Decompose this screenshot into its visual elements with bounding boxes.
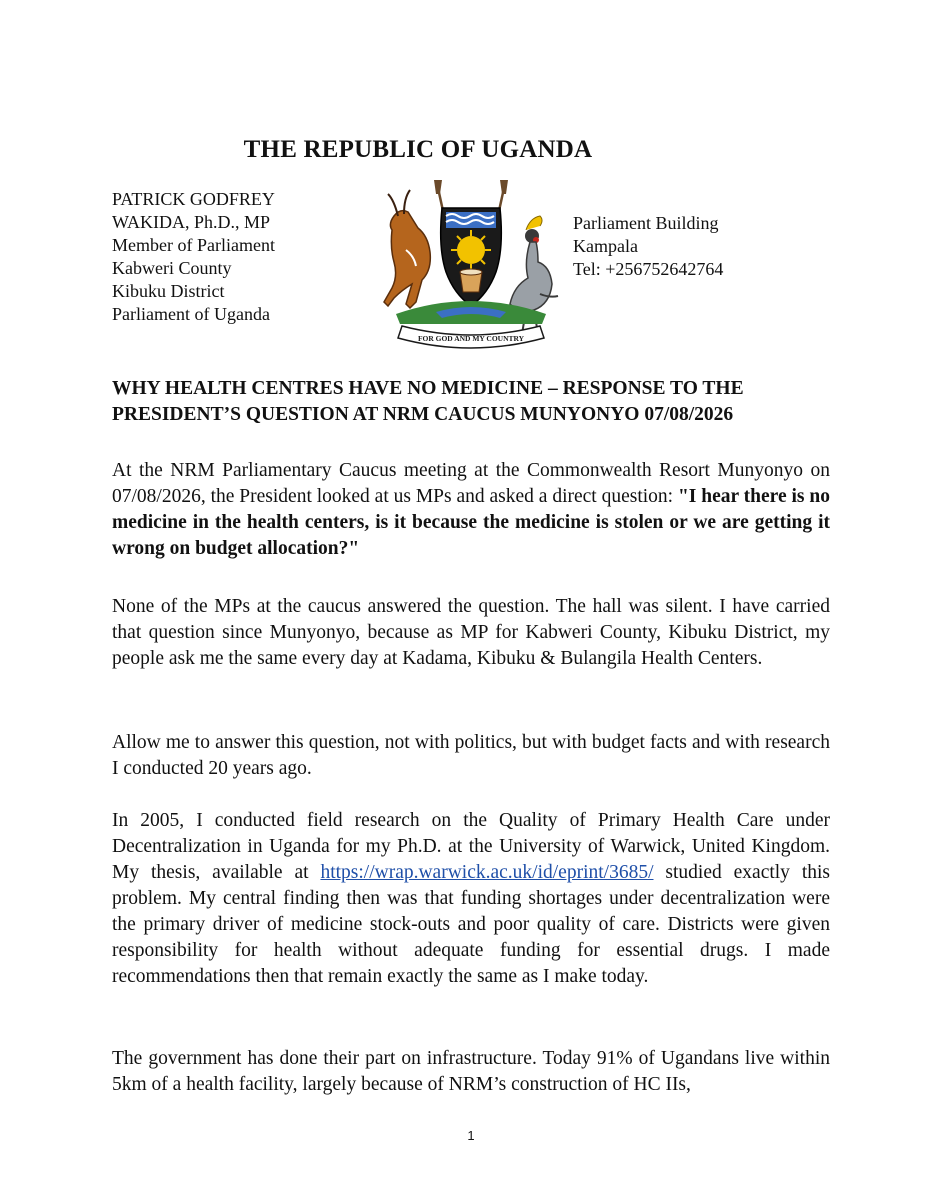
coat-of-arms-icon — [376, 178, 566, 360]
mp-district: Kibuku District — [112, 281, 225, 301]
address-telephone: Tel: +256752642764 — [573, 259, 724, 279]
paragraph-infrastructure: The government has done their part on infrastructure. Today 91% of Ugandans live within 5km of a health facility, largely because of NRM’s construction of HC IIs, — [112, 1048, 830, 1095]
paragraph-4-text-before: In 2005, I conducted field research on the Quality of Primary Health Care under Decentralization in Uganda for my Ph.D. at the University of Warwick, United Kingdom. My thesis, available at — [112, 810, 830, 883]
heading-line-2: PRESIDENT’S QUESTION AT NRM CAUCUS MUNYONYO 07/08/2026 — [112, 404, 734, 425]
page-number: 1 — [467, 1128, 475, 1143]
mp-name-line-2: WAKIDA, Ph.D., MP — [112, 212, 271, 232]
address-building: Parliament Building — [573, 213, 719, 233]
mp-role: Member of Parliament — [112, 235, 275, 255]
document-title: THE REPUBLIC OF UGANDA — [243, 136, 593, 163]
letter-heading — [112, 376, 832, 428]
paragraph-silence: None of the MPs at the caucus answered the question. The hall was silent. I have carried that question since Munyonyo, because as MP for Kabweri County, Kibuku District, my people ask me the same every day at Kadama, Kibuku & Bulangila Health Centers. — [112, 596, 830, 669]
president-quote: "I hear there is no medicine in the health centers, is it because the medicine is stolen or we are getting it wrong on budget allocation?" — [112, 486, 830, 559]
paragraph-4-text-after: studied exactly this problem. My central finding then was that funding shortages under decentralization were the primary driver of medicine stock-outs and poor quality of care. Districts were given responsibility for health without adequate funding for essential drugs. I made recommendations then that remain exactly the same as I make today. — [112, 862, 831, 987]
coat-of-arms-motto: FOR GOD AND MY COUNTRY — [417, 334, 525, 343]
mp-name-line-1: PATRICK GODFREY — [112, 189, 275, 209]
paragraph-research — [112, 808, 830, 990]
paragraph-1-text: At the NRM Parliamentary Caucus meeting at the Commonwealth Resort Munyonyo on 07/08/2026, the President looked at us MPs and asked a direct question: — [112, 460, 830, 507]
mp-institution: Parliament of Uganda — [112, 304, 270, 324]
mp-county: Kabweri County — [112, 258, 232, 278]
paragraph-caucus-question — [112, 458, 830, 562]
address-block — [573, 212, 723, 281]
heading-line-1: WHY HEALTH CENTRES HAVE NO MEDICINE – RESPONSE TO THE — [112, 378, 744, 399]
coat-of-arms-emblem — [376, 178, 566, 360]
mp-info-block — [112, 188, 275, 326]
paragraph-intro-answer: Allow me to answer this question, not with politics, but with budget facts and with research I conducted 20 years ago. — [112, 732, 830, 779]
address-city: Kampala — [573, 236, 638, 256]
thesis-link[interactable]: https://wrap.warwick.ac.uk/id/eprint/3685/ — [320, 862, 654, 883]
